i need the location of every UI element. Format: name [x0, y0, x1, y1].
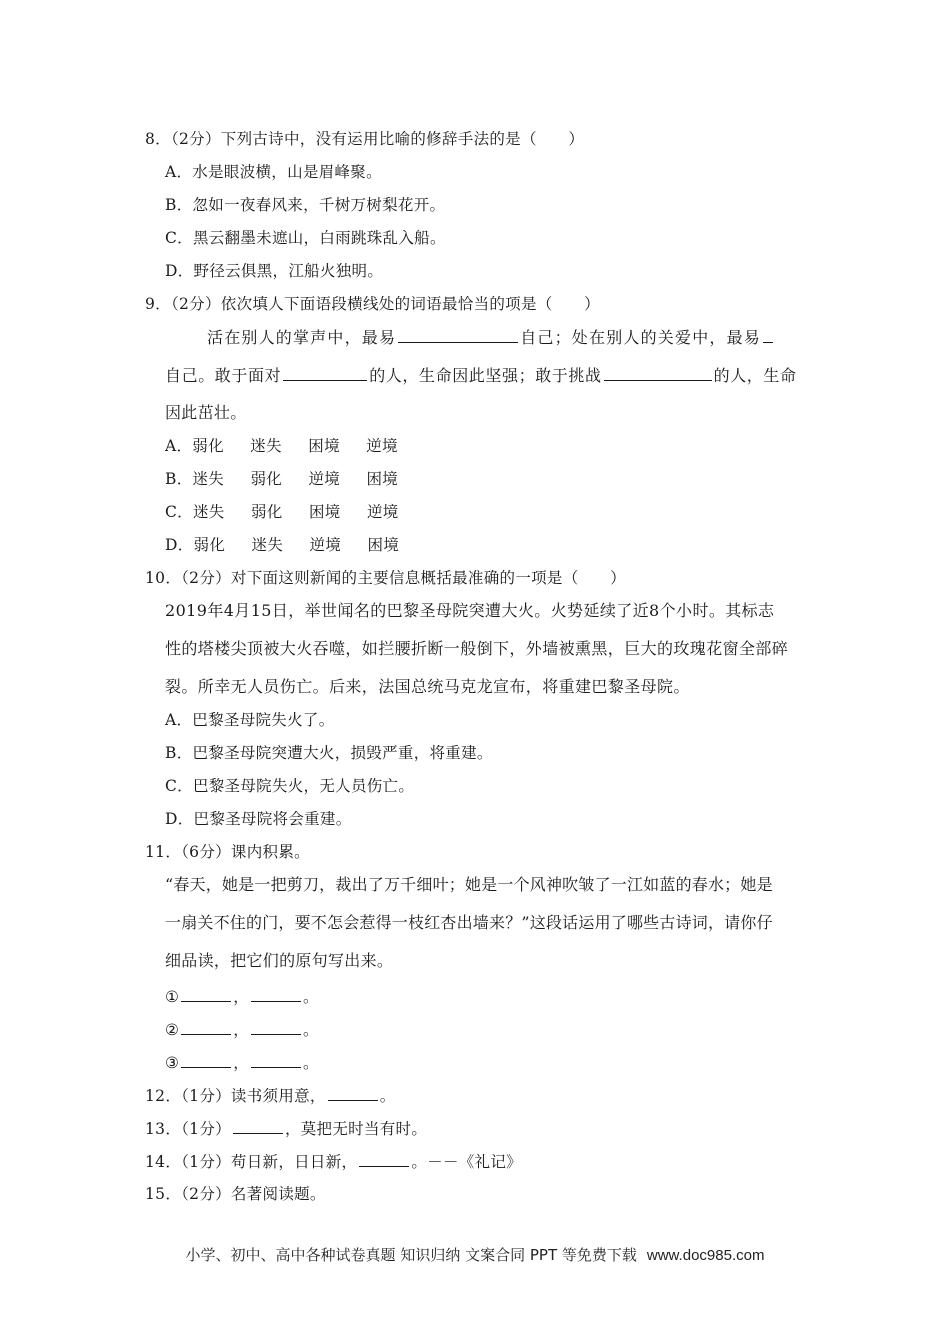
q9-option-a: A．弱化 迷失 困境 逆境 [165, 437, 398, 455]
q11-passage-line-1: “春天，她是一把剪刀，裁出了万千细叶；她是一个风神吹皱了一江如蓝的春水；她是 [165, 875, 773, 894]
q11-answer-3: ③ ， 。 [165, 1051, 319, 1074]
q9-passage-line-1 [207, 326, 775, 349]
q9-text: 的人，生命因此坚强；敢于挑战 [369, 366, 602, 385]
q8-option-d: D．野径云俱黑，江船火独明。 [165, 262, 384, 280]
q9-passage-line-2 [165, 364, 797, 387]
q9-text: 自己。敢于面对 [165, 366, 282, 385]
q12: 12．（1分）读书须用意， 。 [145, 1084, 396, 1107]
q8-option-b: B．忽如一夜春风来，千树万树梨花开。 [165, 196, 446, 214]
q8-stem: 8．（2分）下列古诗中，没有运用比喻的修辞手法的是（ ） [145, 130, 585, 148]
q11-stem: 11．（6分）课内积累。 [145, 843, 310, 861]
q9-blank-1[interactable] [398, 326, 518, 343]
q14: 14．（1分）苟日新，日日新， 。－－《礼记》 [145, 1150, 522, 1173]
q10-option-a: A．巴黎圣母院失火了。 [165, 711, 335, 729]
q9-option-b: B．迷失 弱化 逆境 困境 [165, 470, 399, 488]
answer-blank[interactable] [359, 1150, 409, 1167]
q9-text: 的人，生命 [713, 366, 797, 385]
answer-blank[interactable] [181, 1018, 231, 1035]
answer-blank[interactable] [251, 1018, 301, 1035]
q15-stem: 15．（2分）名著阅读题。 [145, 1185, 326, 1203]
q10-stem: 10．（2分）对下面这则新闻的主要信息概括最准确的一项是（ ） [145, 569, 626, 587]
answer-blank[interactable] [181, 985, 231, 1002]
q10-news-line-3: 裂。所幸无人员伤亡。后来，法国总统马克龙宣布，将重建巴黎圣母院。 [165, 677, 690, 696]
footer-site-link[interactable]: www.doc985.com [646, 1247, 765, 1264]
q9-passage-line-3: 因此茁壮。 [165, 403, 247, 422]
q11-answer-2: ② ， 。 [165, 1018, 319, 1041]
page-footer [0, 1244, 950, 1265]
q9-blank-4[interactable] [604, 364, 712, 381]
q8-option-c: C．黑云翻墨未遮山，白雨跳珠乱入船。 [165, 229, 446, 247]
q11-answer-1: ① ， 。 [165, 985, 319, 1008]
q9-text: 活在别人的掌声中，最易 [207, 328, 397, 347]
q9-option-d: D．弱化 迷失 逆境 困境 [165, 536, 400, 554]
q10-news-line-1: 2019年4月15日，举世闻名的巴黎圣母院突遭大火。火势延续了近8个小时。其标志 [165, 601, 775, 620]
q10-news-line-2: 性的塔楼尖顶被大火吞噬，如拦腰折断一般倒下，外墙被熏黑，巨大的玫瑰花窗全部碎 [165, 639, 789, 658]
answer-blank[interactable] [251, 985, 301, 1002]
answer-blank[interactable] [233, 1117, 283, 1134]
answer-blank[interactable] [251, 1051, 301, 1068]
answer-blank[interactable] [181, 1051, 231, 1068]
q10-option-d: D．巴黎圣母院将会重建。 [165, 810, 352, 828]
q9-blank-3[interactable] [283, 364, 367, 381]
q11-passage-line-2: 一扇关不住的门，要不怎会惹得一枝红杏出墙来？”这段话运用了哪些古诗词，请你仔 [165, 913, 773, 932]
q13: 13．（1分） ，莫把无时当有时。 [145, 1117, 427, 1140]
q9-option-c: C．迷失 弱化 困境 逆境 [165, 503, 399, 521]
q9-text: 自己；处在别人的关爱中，最易 [520, 328, 762, 347]
q9-stem: 9．（2分）依次填人下面语段横线处的词语最恰当的项是（ ） [145, 295, 600, 313]
q9-blank-2[interactable] [763, 326, 773, 343]
footer-text: 小学、初中、高中各种试卷真题 知识归纳 文案合同 PPT 等免费下载 [185, 1246, 637, 1264]
q11-passage-line-3: 细品读，把它们的原句写出来。 [165, 951, 394, 970]
q10-option-c: C．巴黎圣母院失火，无人员伤亡。 [165, 777, 415, 795]
answer-blank[interactable] [328, 1084, 378, 1101]
q10-option-b: B．巴黎圣母院突遭大火，损毁严重，将重建。 [165, 744, 493, 762]
q8-option-a: A．水是眼波横，山是眉峰聚。 [165, 163, 382, 181]
